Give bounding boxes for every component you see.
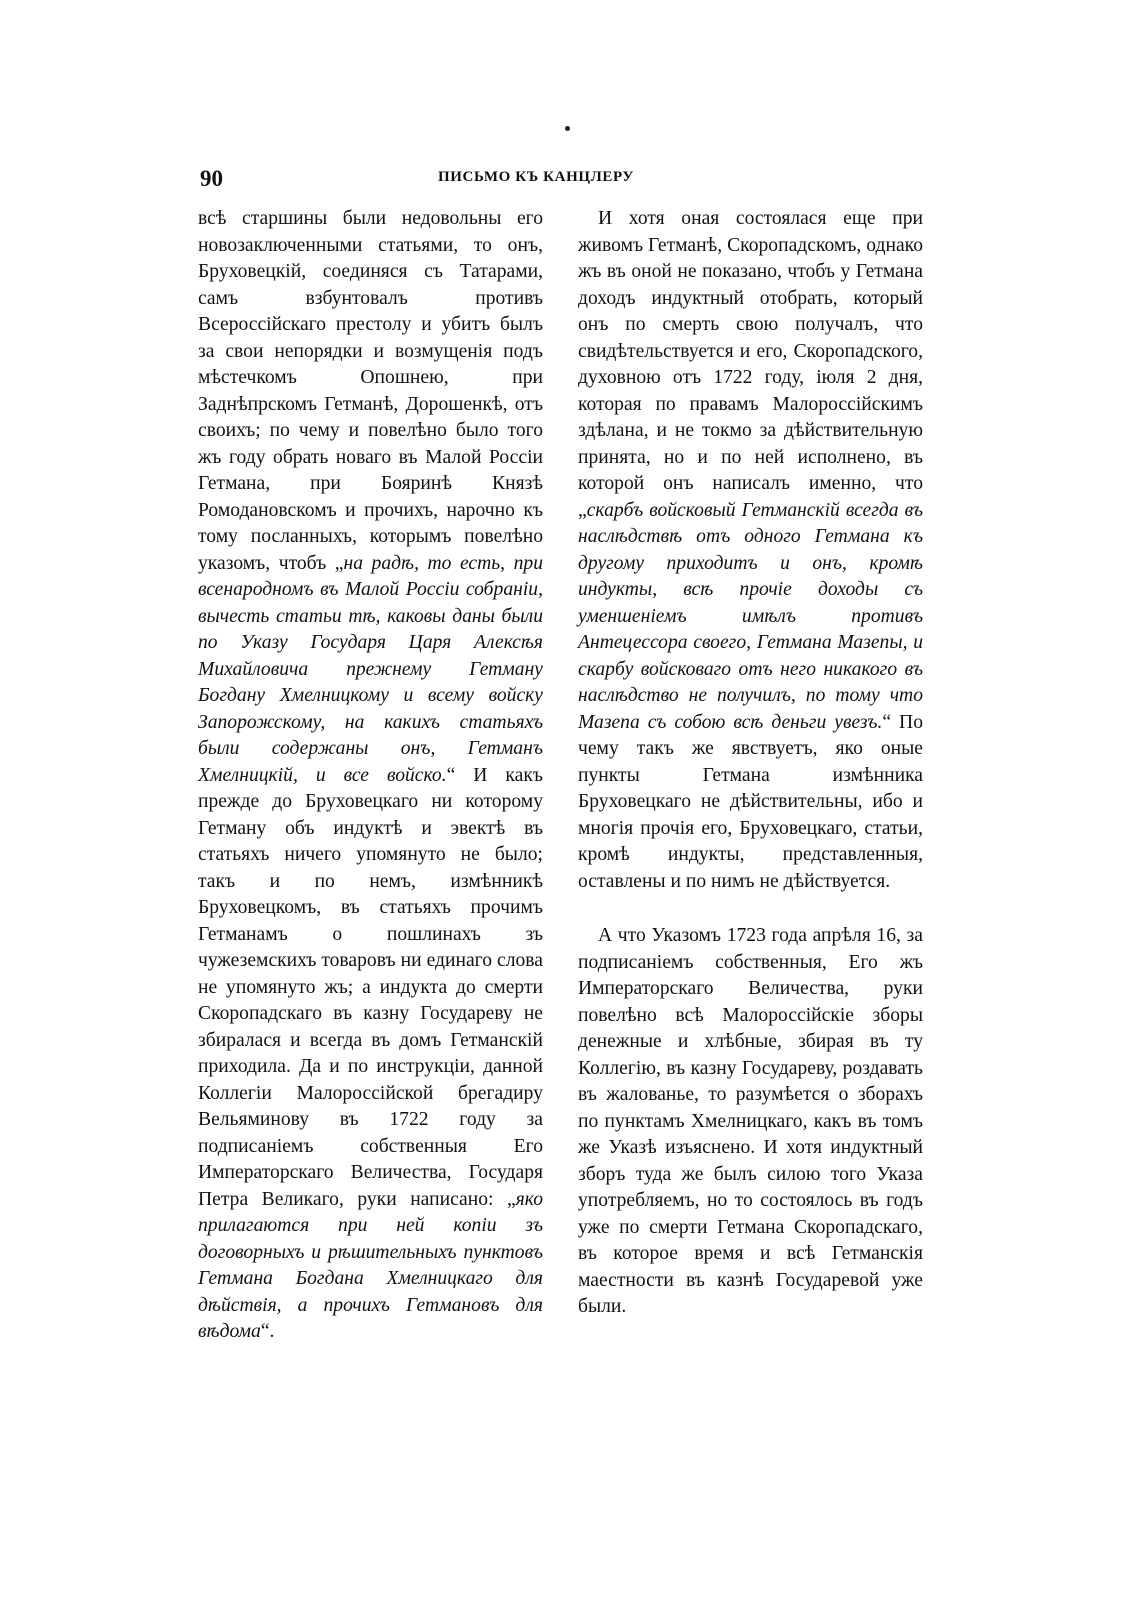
text-run: “ И какъ прежде до Бруховецкаго ни которому Гетману объ индуктѣ и эвектѣ въ статьяхъ ничего упомянуто не было; такъ и по немъ, измѣнникѣ Бруховецкомъ, въ статьяхъ прочимъ Гетманамъ о пошлинахъ зъ чужеземскихъ товаровъ ни единаго слова не упомянуто жъ; а индукта до смерти Скоропадскаго въ казну Государеву не збиралася и всегда въ домъ Гетманскій приходила. Да и по инструкціи, данной Коллегіи Малороссійской брегадиру Вельяминову въ 1722 году за подписаніемъ собственныя Его Императорскаго Величества, Государя Петра Великаго, руки написано: „ bbox=[198, 764, 544, 1210]
page-number: 90 bbox=[200, 166, 223, 191]
ink-dot bbox=[565, 126, 570, 131]
text-run: И хотя оная состоялася еще при живомъ Гетманѣ, Скоропадскомъ, однако жъ въ оной не показано, чтобъ у Гетмана доходъ индуктный отобрать, который онъ по смерть свою получалъ, что свидѣтельствуется и его, Скоропадского, духовною отъ 1722 году, іюля 2 дня, которая по правамъ Малороссійскимъ здѣлана, и не токмо за дѣйствительную принята, но и по ней исполнено, въ которой онъ написалъ именно, что „ bbox=[578, 208, 923, 521]
left-column bbox=[198, 206, 543, 1346]
text-run: “. bbox=[260, 1321, 275, 1342]
right-column bbox=[578, 206, 923, 1321]
text-run: “ По чему такъ же явствуетъ, яко оные пункты Гетмана измѣнника Бруховецкаго не дѣйствительны, ибо и многія прочія его, Бруховецкаго, статьи, кромѣ индукты, представленныя, оставлены и по нимъ не дѣйствуется. bbox=[578, 711, 923, 892]
left-paragraph bbox=[198, 206, 543, 1346]
quotation-italic: на радѣ, то есть, при всенародномъ въ Малой Россіи собраніи, вычесть статьи тѣ, каковы даны были по Указу Государя Царя Алексѣя Михайловича прежнему Гетману Богдану Хмелницкому и всему войску Запорожскому, на какихъ статьяхъ были содержаны онъ, Гетманъ Хмелницкій, и все войско. bbox=[198, 552, 543, 786]
running-title: ПИСЬМО КЪ КАНЦЛЕРУ bbox=[438, 169, 634, 185]
page-header bbox=[200, 166, 746, 196]
quotation-italic: скарбъ войсковый Гетманскій всегда въ наслѣдствѣ отъ одного Гетмана къ другому приходитъ и онъ, кромѣ индукты, всѣ прочіе доходы съ уменшеніемъ имѣлъ противъ Антецессора своего, Гетмана Мазепы, и скарбу войсковаго отъ него никакого въ наслѣдство не получилъ, по тому что Мазепа съ собою всѣ деньги увезъ. bbox=[578, 499, 923, 733]
text-run: всѣ старшины были недовольны его новозаключенными статьями, то онъ, Бруховецкій, соединяся съ Татарами, самъ взбунтовалъ противъ Всероссійскаго престолу и убитъ былъ за свои непорядки и возмущенія подъ мѣстечкомъ Опошнею, при Заднѣпрскомъ Гетманѣ, Дорошенкѣ, отъ своихъ; по чему и повелѣно было того жъ году обрать новаго въ Малой Россіи Гетмана, при Бояринѣ Князѣ Ромодановскомъ и прочихъ, нарочно къ тому посланныхъ, которымъ повелѣно указомъ, чтобъ „ bbox=[198, 208, 543, 574]
right-paragraph-2: А что Указомъ 1723 года апрѣля 16, за подписаніемъ собственныя, Его жъ Императорскаго Величества, руки повелѣно всѣ Малороссійскіе зборы денежные и хлѣбные, збирая въ ту Коллегію, въ казну Государеву, роздавать въ жалованье, то разумѣется о зборахъ по пунктамъ Хмелницкаго, какъ въ томъ же Указѣ изъяснено. И хотя индуктный зборъ туда же былъ силою того Указа употребляемъ, но то состоялось въ годъ уже по смерти Гетмана Скоропадскаго, въ которое время и всѣ Гетманскія маестности въ казнѣ Государевой уже были. bbox=[578, 925, 923, 1317]
right-paragraph-1 bbox=[578, 206, 923, 895]
quotation-italic: яко прилагаются при ней копіи зъ договорныхъ и рѣшительныхъ пунктовъ Гетмана Богдана Хмелницкаго для дѣйствія, а прочихъ Гетмановъ для вѣдома bbox=[198, 1188, 543, 1342]
